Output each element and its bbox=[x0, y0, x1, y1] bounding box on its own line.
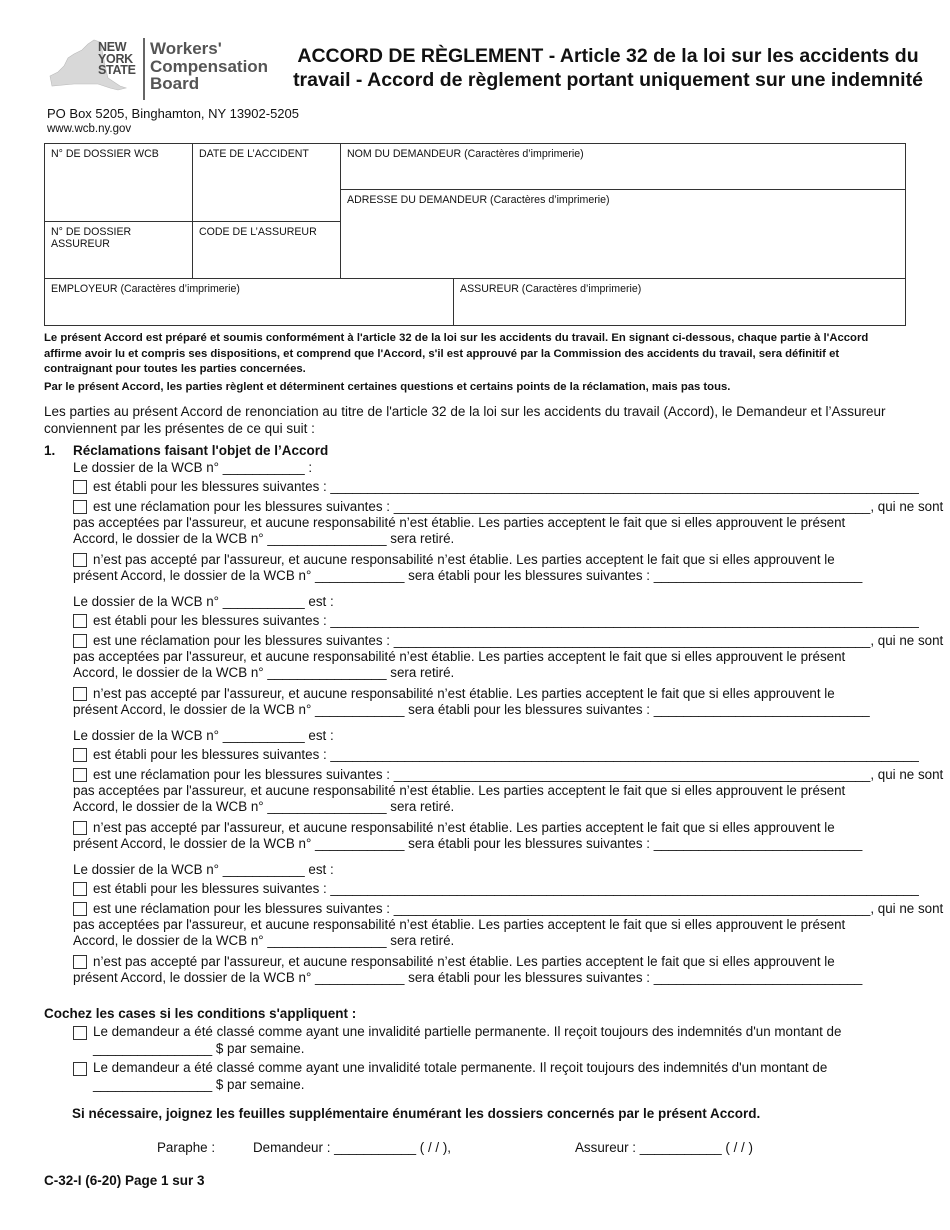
not-accepted-text-1: n’est pas accepté par l'assureur, et aucune responsabilité n’est établie. Les parties acceptent le fait que si elles approuvent le bbox=[93, 820, 835, 835]
initials-label: Paraphe : bbox=[157, 1140, 216, 1155]
established-checkbox[interactable] bbox=[73, 480, 87, 494]
not-accepted-text-2: présent Accord, le dossier de la WCB n° ____________ sera établi pour les blessures suivantes : _____________________________ bbox=[73, 702, 870, 717]
disputed-text-2: pas acceptées par l'assureur, et aucune responsabilité n’est établie. Les parties acceptent le fait que si elles approuvent le présent bbox=[73, 783, 846, 798]
disputed-text-3: Accord, le dossier de la WCB n° ________________ sera retiré. bbox=[73, 665, 455, 680]
disputed-claim-checkbox[interactable] bbox=[73, 634, 87, 648]
claimant-address-field[interactable] bbox=[341, 190, 906, 278]
established-checkbox[interactable] bbox=[73, 882, 87, 896]
website-link[interactable]: www.wcb.ny.gov bbox=[47, 123, 132, 135]
employer-field[interactable] bbox=[45, 279, 453, 326]
not-accepted-checkbox[interactable] bbox=[73, 687, 87, 701]
intro-paragraph-2: Par le présent Accord, les parties règlent et déterminent certaines questions et certains points de la réclamation, mais pas tous. bbox=[44, 381, 731, 393]
carrier-initials-field[interactable]: Assureur : ___________ ( / / ) bbox=[575, 1140, 753, 1155]
claimant-address-label: ADRESSE DU DEMANDEUR (Caractères d’imprimerie) bbox=[347, 194, 610, 206]
permanent-total-checkbox[interactable] bbox=[73, 1062, 87, 1076]
carrier-code-field[interactable] bbox=[193, 222, 340, 278]
wcb-logo bbox=[44, 36, 274, 102]
disputed-text-3: Accord, le dossier de la WCB n° ________________ sera retiré. bbox=[73, 933, 455, 948]
disputed-text-2: pas acceptées par l'assureur, et aucune responsabilité n’est établie. Les parties acceptent le fait que si elles approuvent le présent bbox=[73, 649, 846, 664]
case-head-line: Le dossier de la WCB n° ___________ : bbox=[73, 460, 313, 475]
intro-paragraph-3: Les parties au présent Accord de renonciation au titre de l'article 32 de la loi sur les accidents du travail (Accord), le Demandeur et l’Assureur conviennent par les présentes de ce qui suit : bbox=[44, 404, 886, 436]
permanent-partial-checkbox[interactable] bbox=[73, 1026, 87, 1040]
disputed-text-1: est une réclamation pour les blessures suivantes : ________________________________________________________________, qui ne sont bbox=[93, 767, 944, 782]
not-accepted-text-2: présent Accord, le dossier de la WCB n° ____________ sera établi pour les blessures suivantes : ____________________________ bbox=[73, 836, 863, 851]
not-accepted-checkbox[interactable] bbox=[73, 955, 87, 969]
disputed-claim-checkbox[interactable] bbox=[73, 500, 87, 514]
disputed-text-3: Accord, le dossier de la WCB n° ________________ sera retiré. bbox=[73, 531, 455, 546]
disputed-claim-checkbox[interactable] bbox=[73, 768, 87, 782]
not-accepted-checkbox[interactable] bbox=[73, 821, 87, 835]
not-accepted-checkbox[interactable] bbox=[73, 553, 87, 567]
not-accepted-text-2: présent Accord, le dossier de la WCB n° ____________ sera établi pour les blessures suivantes : ____________________________ bbox=[73, 568, 863, 583]
not-accepted-text-2: présent Accord, le dossier de la WCB n° ____________ sera établi pour les blessures suivantes : ____________________________ bbox=[73, 970, 863, 985]
mailing-address: PO Box 5205, Binghamton, NY 13902-5205 bbox=[47, 106, 299, 121]
permanent-total-text-2: ________________ $ par semaine. bbox=[93, 1077, 305, 1092]
established-text: est établi pour les blessures suivantes : _______________________________________________________________________________ bbox=[93, 613, 919, 628]
wcb-case-number-label: N° DE DOSSIER WCB bbox=[51, 148, 159, 160]
claimant-initials-field[interactable]: Demandeur : ___________ ( / / ), bbox=[253, 1140, 452, 1155]
disputed-text-1: est une réclamation pour les blessures suivantes : ________________________________________________________________, qui ne sont bbox=[93, 499, 944, 514]
disputed-text-1: est une réclamation pour les blessures suivantes : ________________________________________________________________, qui ne sont bbox=[93, 901, 944, 916]
disputed-text-1: est une réclamation pour les blessures suivantes : ________________________________________________________________, qui ne sont bbox=[93, 633, 944, 648]
disputed-text-2: pas acceptées par l'assureur, et aucune responsabilité n’est établie. Les parties acceptent le fait que si elles approuvent le présent bbox=[73, 917, 846, 932]
attachment-note: Si nécessaire, joignez les feuilles supplémentaire énumérant les dossiers concernés par le présent Accord. bbox=[72, 1106, 761, 1121]
employer-label: EMPLOYEUR (Caractères d’imprimerie) bbox=[51, 283, 240, 295]
accident-date-label: DATE DE L’ACCIDENT bbox=[199, 148, 309, 160]
disputed-text-3: Accord, le dossier de la WCB n° ________________ sera retiré. bbox=[73, 799, 455, 814]
wcb-case-number-field[interactable] bbox=[45, 144, 192, 221]
case-info-grid bbox=[44, 143, 906, 326]
carrier-label: ASSUREUR (Caractères d’imprimerie) bbox=[460, 283, 642, 295]
carrier-case-number-label: N° DE DOSSIER ASSUREUR bbox=[51, 226, 132, 250]
intro-paragraph-1: Le présent Accord est préparé et soumis conformément à l'article 32 de la loi sur les accidents du travail. En signant ci-dessous, chaque partie à l'Accord affirme avoir lu et compris ses dispositions, et comprend que l'Accord, s'il est approuvé par la Commission des accidents du travail, sera définitif et contraignant pour toutes les parties concernées. bbox=[44, 332, 869, 375]
case-head-line: Le dossier de la WCB n° ___________ est : bbox=[73, 594, 334, 609]
logo-board-name: Workers' Compensation Board bbox=[150, 39, 269, 93]
carrier-case-number-field[interactable] bbox=[45, 222, 155, 278]
disputed-claim-checkbox[interactable] bbox=[73, 902, 87, 916]
carrier-field[interactable] bbox=[454, 279, 906, 326]
claimant-name-field[interactable] bbox=[341, 144, 906, 189]
logo-state-text: NEW YORK STATE bbox=[98, 40, 136, 77]
established-checkbox[interactable] bbox=[73, 614, 87, 628]
case-head-line: Le dossier de la WCB n° ___________ est : bbox=[73, 728, 334, 743]
claimant-name-label: NOM DU DEMANDEUR (Caractères d’imprimerie) bbox=[347, 148, 584, 160]
not-accepted-text-1: n’est pas accepté par l'assureur, et aucune responsabilité n’est établie. Les parties acceptent le fait que si elles approuvent le bbox=[93, 686, 835, 701]
logo-divider bbox=[143, 38, 145, 100]
not-accepted-text-1: n’est pas accepté par l'assureur, et aucune responsabilité n’est établie. Les parties acceptent le fait que si elles approuvent le bbox=[93, 954, 835, 969]
accident-date-field[interactable] bbox=[193, 144, 340, 221]
carrier-code-label: CODE DE L’ASSUREUR bbox=[199, 226, 317, 238]
conditions-heading: Cochez les cases si les conditions s'appliquent : bbox=[44, 1006, 357, 1021]
established-text: est établi pour les blessures suivantes : _______________________________________________________________________________ bbox=[93, 881, 919, 896]
not-accepted-text-1: n’est pas accepté par l'assureur, et aucune responsabilité n’est établie. Les parties acceptent le fait que si elles approuvent le bbox=[93, 552, 835, 567]
case-head-line: Le dossier de la WCB n° ___________ est : bbox=[73, 862, 334, 877]
section-title: Réclamations faisant l'objet de l’Accord bbox=[73, 443, 329, 458]
established-text: est établi pour les blessures suivantes : _______________________________________________________________________________ bbox=[93, 479, 919, 494]
form-footer: C-32-I (6-20) Page 1 sur 3 bbox=[44, 1173, 205, 1188]
permanent-total-text-1: Le demandeur a été classé comme ayant une invalidité totale permanente. Il reçoit toujours des indemnités d'un montant de bbox=[93, 1060, 828, 1075]
section-number: 1. bbox=[44, 443, 56, 458]
form-title: ACCORD DE RÈGLEMENT - Article 32 de la loi sur les accidents du travail - Accord de règlement portant uniquement sur une indemnité bbox=[293, 45, 923, 91]
disputed-text-2: pas acceptées par l'assureur, et aucune responsabilité n’est établie. Les parties acceptent le fait que si elles approuvent le présent bbox=[73, 515, 846, 530]
established-checkbox[interactable] bbox=[73, 748, 87, 762]
permanent-partial-text-2: ________________ $ par semaine. bbox=[93, 1041, 305, 1056]
permanent-partial-text-1: Le demandeur a été classé comme ayant une invalidité partielle permanente. Il reçoit toujours des indemnités d'un montant de bbox=[93, 1024, 842, 1039]
established-text: est établi pour les blessures suivantes : _______________________________________________________________________________ bbox=[93, 747, 919, 762]
